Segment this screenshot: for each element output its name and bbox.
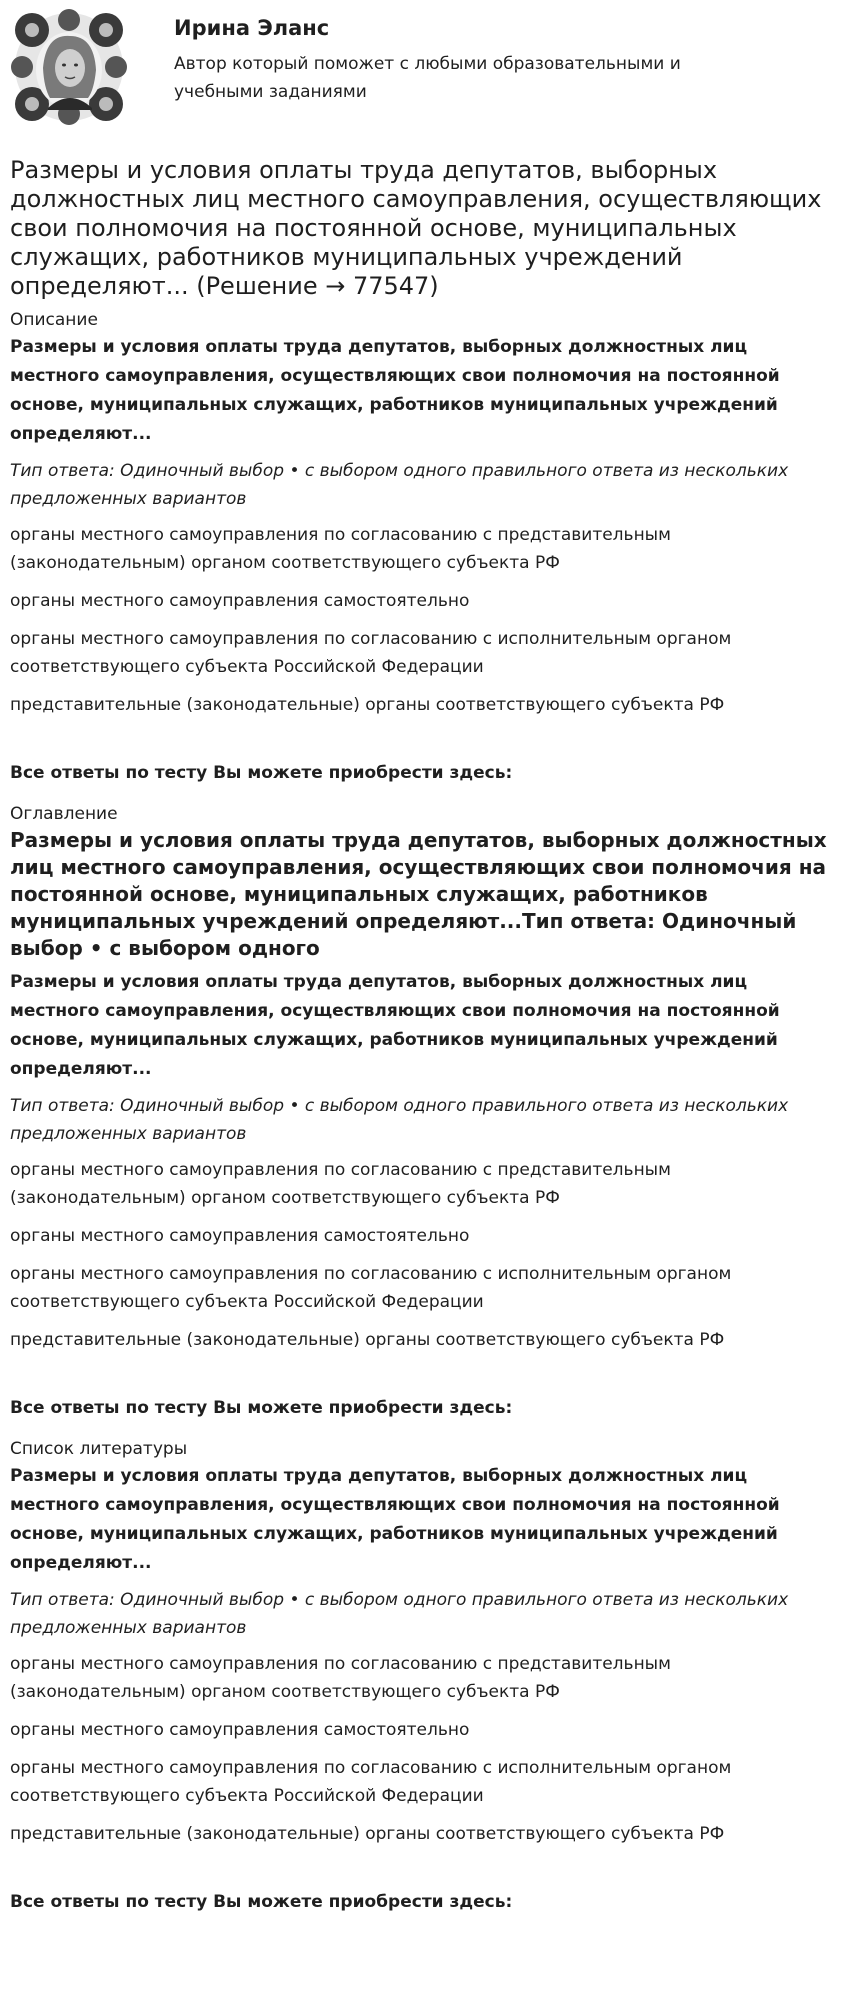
- answer-option: органы местного самоуправления самостоятельно: [10, 1226, 470, 1246]
- question-text: Размеры и условия оплаты труда депутатов, выборных должностных лиц местного самоуправления, осуществляющих свои полномочия на постоянной основе, муниципальных служащих, работников муниципальных учреждений определяют...: [10, 972, 780, 1079]
- author-block: [10, 0, 837, 128]
- author-info: [174, 8, 774, 106]
- answer-type: Тип ответа: Одиночный выбор • с выбором одного правильного ответа из нескольких предложенных вариантов: [10, 1096, 789, 1144]
- answer-option: представительные (законодательные) органы соответствующего субъекта РФ: [10, 1824, 725, 1844]
- section-contents: [10, 801, 837, 1422]
- section-label: Список литературы: [10, 1439, 188, 1459]
- section-description: [10, 307, 837, 787]
- author-description: Автор который поможет с любыми образовательными и учебными заданиями: [174, 54, 681, 102]
- question-text: Размеры и условия оплаты труда депутатов, выборных должностных лиц местного самоуправления, осуществляющих свои полномочия на постоянной основе, муниципальных служащих, работников муниципальных учреждений определяют...: [10, 1466, 780, 1573]
- section-heading: Размеры и условия оплаты труда депутатов, выборных должностных лиц местного самоуправления, осуществляющих свои полномочия на постоянной основе, муниципальных служащих, работников муниципальных учреждений определяют...Тип ответа: Одиночный выбор • с выбором одного: [10, 828, 827, 960]
- answer-option: органы местного самоуправления по согласованию с исполнительным органом соответствующего субъекта Российской Федерации: [10, 1264, 732, 1312]
- answer-option: органы местного самоуправления самостоятельно: [10, 1720, 470, 1740]
- answer-type: Тип ответа: Одиночный выбор • с выбором одного правильного ответа из нескольких предложенных вариантов: [10, 1590, 789, 1638]
- buy-answers-link[interactable]: Все ответы по тесту Вы можете приобрести здесь:: [10, 1398, 513, 1418]
- answer-option: органы местного самоуправления по согласованию с представительным (законодательным) органом соответствующего субъекта РФ: [10, 1160, 671, 1208]
- section-label: Описание: [10, 310, 98, 330]
- section-label: Оглавление: [10, 804, 118, 824]
- page-title: Размеры и условия оплаты труда депутатов, выборных должностных лиц местного самоуправления, осуществляющих свои полномочия на постоянной основе, муниципальных служащих, работников муниципальных учреждений определяют... (Решение → 77547): [10, 156, 822, 300]
- answer-option: органы местного самоуправления по согласованию с исполнительным органом соответствующего субъекта Российской Федерации: [10, 1758, 732, 1806]
- buy-answers-link[interactable]: Все ответы по тесту Вы можете приобрести здесь:: [10, 1892, 513, 1912]
- answer-option: органы местного самоуправления по согласованию с представительным (законодательным) органом соответствующего субъекта РФ: [10, 525, 671, 573]
- author-name[interactable]: Ирина Эланс: [174, 16, 330, 40]
- answer-option: органы местного самоуправления по согласованию с представительным (законодательным) органом соответствующего субъекта РФ: [10, 1654, 671, 1702]
- section-references: [10, 1436, 837, 1916]
- answer-option: органы местного самоуправления по согласованию с исполнительным органом соответствующего субъекта Российской Федерации: [10, 629, 732, 677]
- author-avatar[interactable]: [10, 8, 128, 126]
- answer-type: Тип ответа: Одиночный выбор • с выбором одного правильного ответа из нескольких предложенных вариантов: [10, 461, 789, 509]
- question-text: Размеры и условия оплаты труда депутатов, выборных должностных лиц местного самоуправления, осуществляющих свои полномочия на постоянной основе, муниципальных служащих, работников муниципальных учреждений определяют...: [10, 337, 780, 444]
- answer-option: органы местного самоуправления самостоятельно: [10, 591, 470, 611]
- answer-option: представительные (законодательные) органы соответствующего субъекта РФ: [10, 695, 725, 715]
- answer-option: представительные (законодательные) органы соответствующего субъекта РФ: [10, 1330, 725, 1350]
- buy-answers-link[interactable]: Все ответы по тесту Вы можете приобрести здесь:: [10, 763, 513, 783]
